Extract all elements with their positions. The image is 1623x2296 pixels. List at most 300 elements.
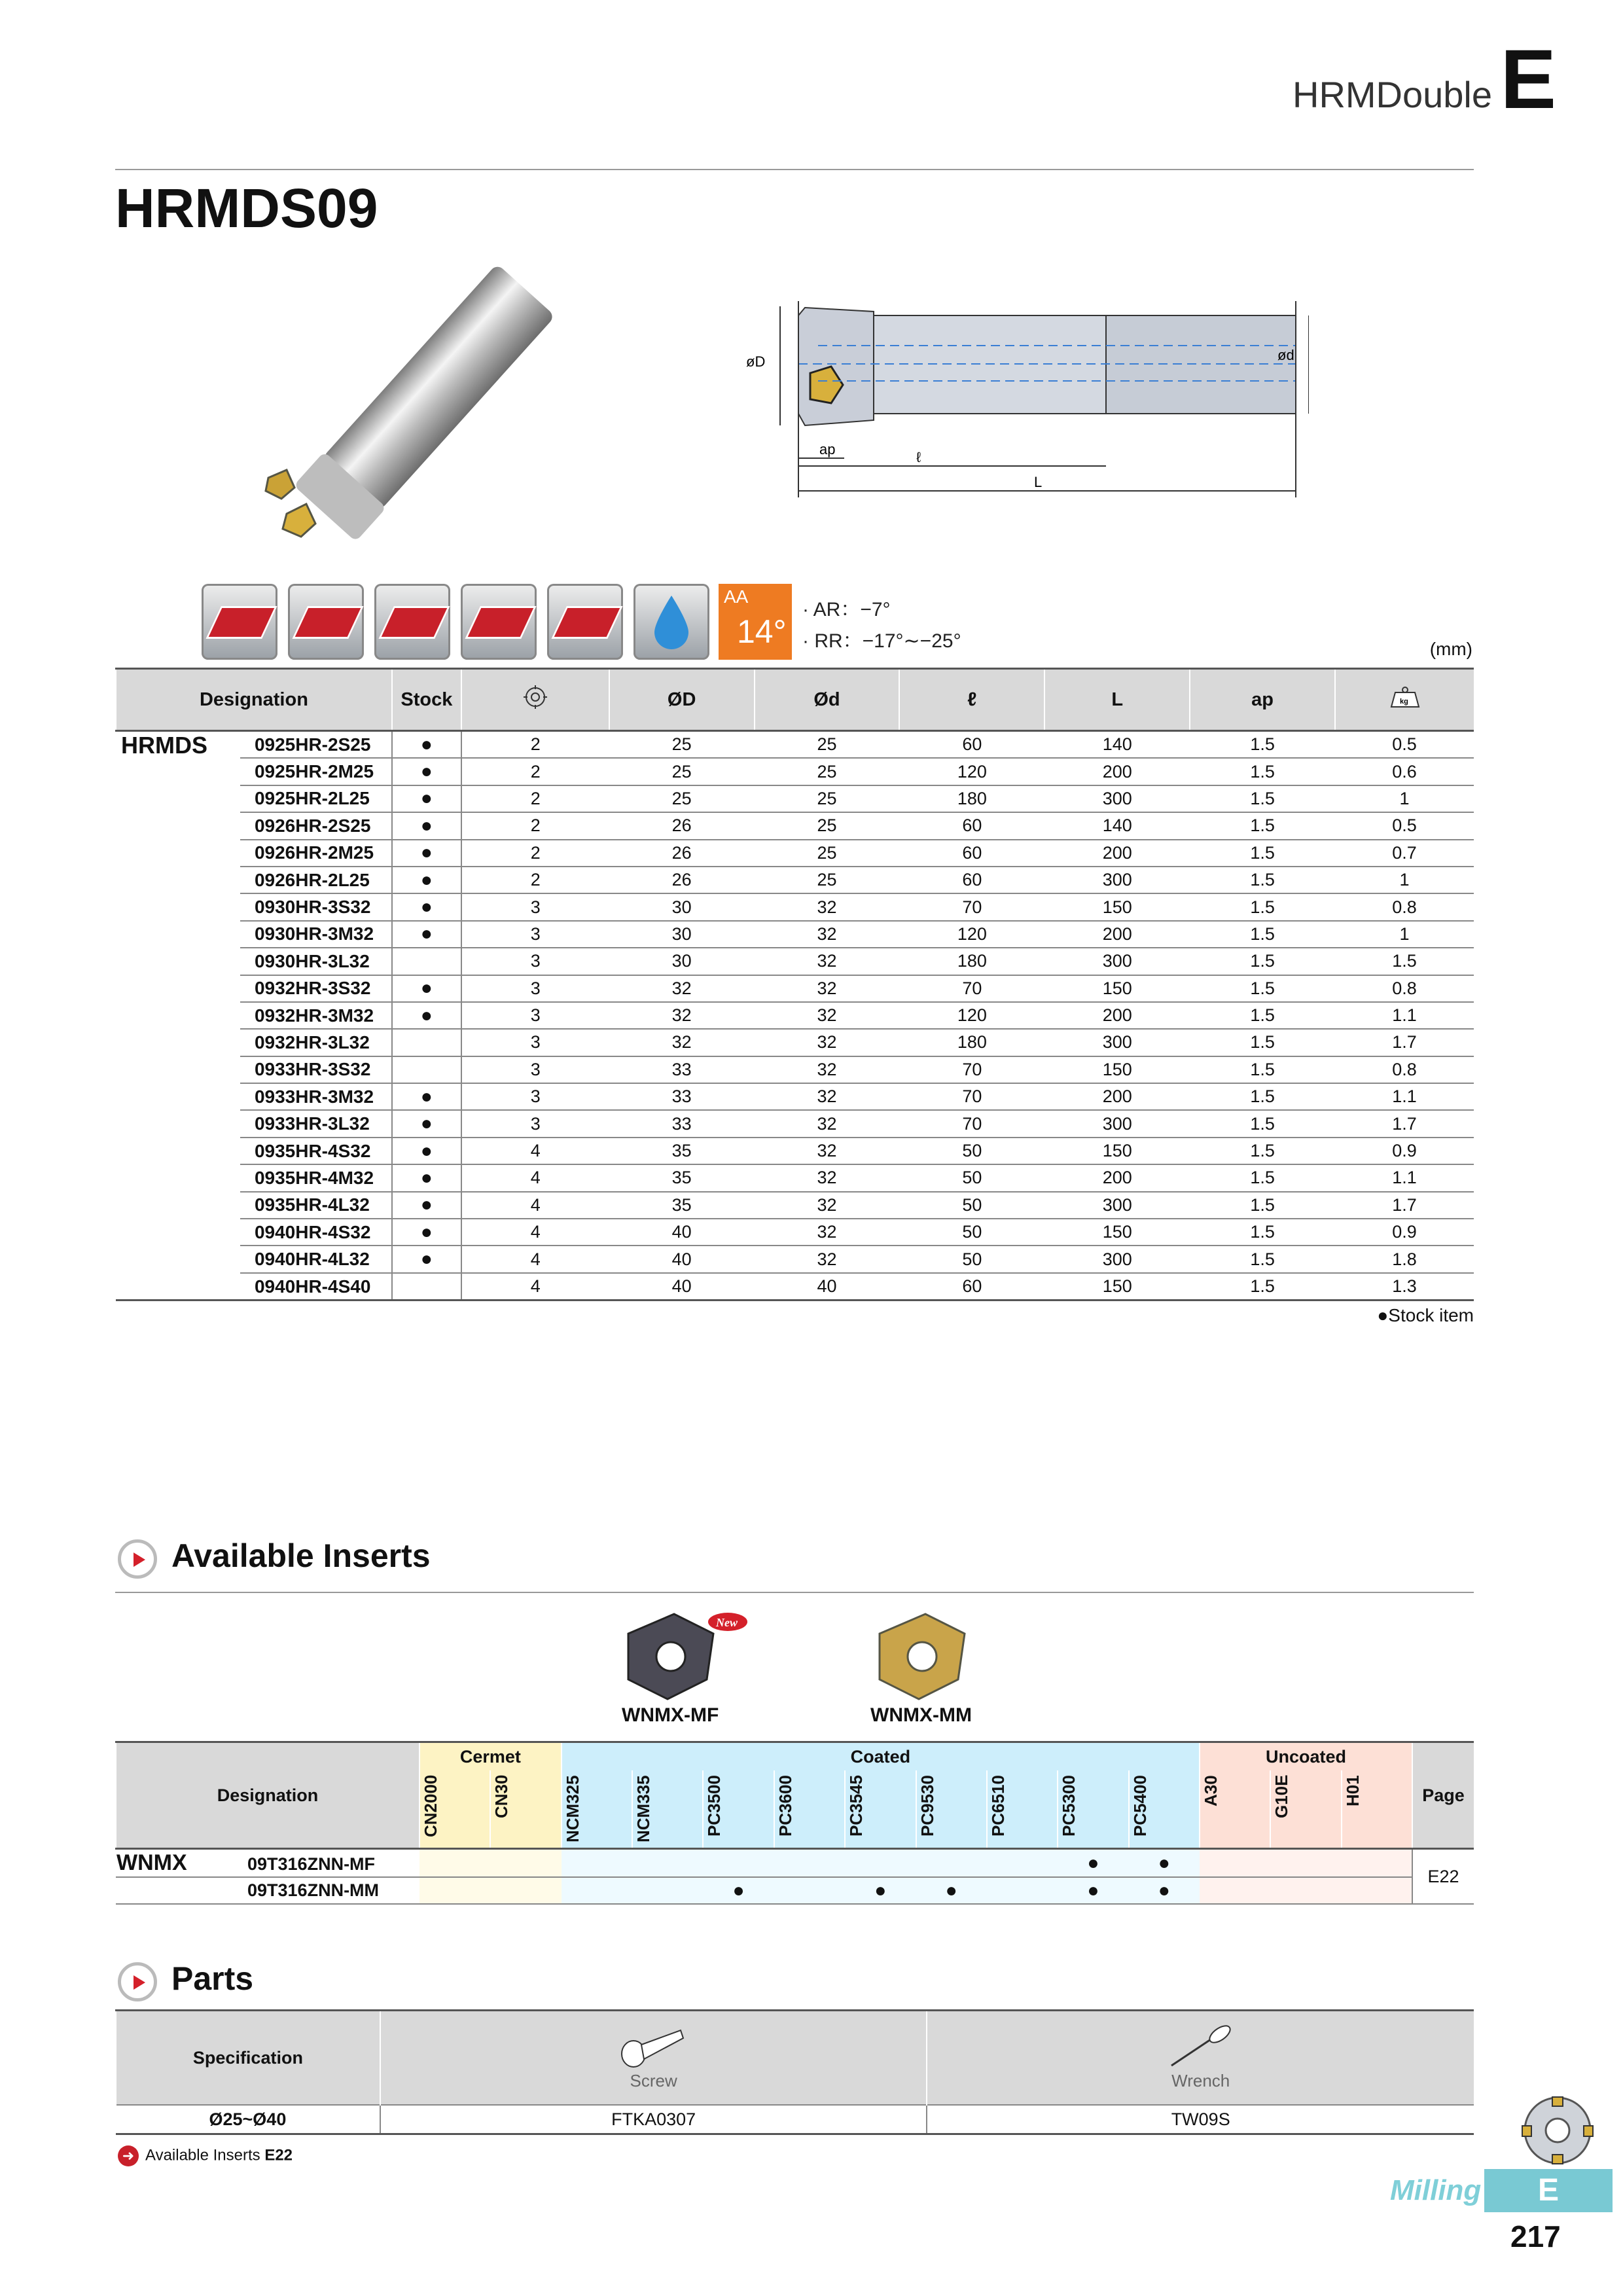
grade-header xyxy=(1270,1770,1341,1849)
grade-availability xyxy=(774,1877,845,1904)
grade-availability xyxy=(419,1849,490,1878)
l-cell: 180 xyxy=(899,948,1044,975)
l-cell: 60 xyxy=(899,840,1044,867)
grade-label: PC9530 xyxy=(917,1775,937,1837)
l-cell: 120 xyxy=(899,921,1044,948)
stock-cell: ● xyxy=(392,1246,461,1272)
ap-cell: 1.5 xyxy=(1190,731,1335,759)
od-cell: 26 xyxy=(609,867,755,893)
od-cell: 33 xyxy=(609,1056,755,1083)
aa-angle: 14° xyxy=(737,613,787,650)
l-cell: 60 xyxy=(899,867,1044,893)
sd-cell: 32 xyxy=(755,975,900,1002)
grade-availability xyxy=(490,1849,561,1878)
grade-label: NCM325 xyxy=(562,1775,582,1842)
stock-cell: ● xyxy=(392,1083,461,1110)
designation-cell: 0930HR-3L32 xyxy=(240,948,392,975)
grade-label: PC3600 xyxy=(775,1775,795,1837)
section-tab: E xyxy=(1484,2169,1613,2212)
spec-value: Ø25~Ø40 xyxy=(116,2105,380,2134)
teeth-cell: 3 xyxy=(461,921,609,948)
sd-cell: 25 xyxy=(755,840,900,867)
weight-cell: 1.1 xyxy=(1335,1002,1474,1029)
insert-gold-icon xyxy=(283,504,315,537)
teeth-cell: 2 xyxy=(461,758,609,785)
weight-cell: 0.5 xyxy=(1335,731,1474,759)
teeth-cell: 2 xyxy=(461,785,609,812)
od-cell: 32 xyxy=(609,975,755,1002)
total-length-cell: 300 xyxy=(1044,1110,1190,1137)
designation-cell: 0933HR-3S32 xyxy=(240,1056,392,1083)
l-cell: 180 xyxy=(899,785,1044,812)
l-cell: 50 xyxy=(899,1219,1044,1246)
designation-cell: 0935HR-4L32 xyxy=(240,1192,392,1219)
grade-availability xyxy=(562,1877,632,1904)
teeth-header xyxy=(461,669,609,731)
insert-designation xyxy=(116,1849,419,1878)
weight-cell: 1.7 xyxy=(1335,1192,1474,1219)
grade-label: CN2000 xyxy=(421,1775,440,1838)
stock-cell xyxy=(392,1056,461,1083)
ap-cell: 1.5 xyxy=(1190,1002,1335,1029)
stock-cell: ● xyxy=(392,867,461,893)
od-cell: 30 xyxy=(609,921,755,948)
table-row xyxy=(116,840,1474,867)
table-row xyxy=(116,1877,1474,1904)
grade-availability: ● xyxy=(1129,1877,1200,1904)
teeth-cell: 2 xyxy=(461,731,609,759)
stock-cell: ● xyxy=(392,1164,461,1191)
teeth-cell: 3 xyxy=(461,1029,609,1056)
link-prefix: Available Inserts xyxy=(145,2146,260,2164)
grade-header xyxy=(1200,1770,1270,1849)
total-length-label: L xyxy=(1034,474,1043,490)
insert-mf-image xyxy=(615,1607,753,1706)
grade-availability: ● xyxy=(1058,1849,1128,1878)
od-cell: 40 xyxy=(609,1273,755,1300)
grade-label: PC5300 xyxy=(1059,1775,1079,1837)
stock-cell: ● xyxy=(392,1219,461,1246)
grade-header xyxy=(1058,1770,1128,1849)
helical-milling-icon xyxy=(461,584,537,660)
ap-header: ap xyxy=(1190,669,1335,731)
grade-availability xyxy=(562,1849,632,1878)
weight-cell: 1.7 xyxy=(1335,1110,1474,1137)
ap-cell: 1.5 xyxy=(1190,1164,1335,1191)
l-cell: 60 xyxy=(899,812,1044,839)
designation-cell: 0940HR-4L32 xyxy=(240,1246,392,1272)
sd-cell: 25 xyxy=(755,812,900,839)
sd-cell: 25 xyxy=(755,785,900,812)
grade-header xyxy=(774,1770,845,1849)
grade-header xyxy=(916,1770,987,1849)
sd-cell: 32 xyxy=(755,1164,900,1191)
wrench-icon xyxy=(1165,2025,1237,2071)
total-length-cell: 300 xyxy=(1044,1192,1190,1219)
grade-header xyxy=(1342,1770,1412,1849)
ap-cell: 1.5 xyxy=(1190,1219,1335,1246)
od-cell: 33 xyxy=(609,1083,755,1110)
designation-cell: 0925HR-2L25 xyxy=(240,785,392,812)
od-cell: 40 xyxy=(609,1219,755,1246)
link-page: E22 xyxy=(264,2146,293,2164)
l-cell: 70 xyxy=(899,1056,1044,1083)
designation-cell: 0932HR-3L32 xyxy=(240,1029,392,1056)
stock-cell: ● xyxy=(392,758,461,785)
od-cell: 26 xyxy=(609,812,755,839)
teeth-cell: 2 xyxy=(461,867,609,893)
table-row xyxy=(116,1164,1474,1191)
grade-label: H01 xyxy=(1342,1775,1363,1806)
face-milling-icon xyxy=(288,584,364,660)
parts-heading: Parts xyxy=(171,1960,254,1997)
designation-cell: 0926HR-2L25 xyxy=(240,867,392,893)
designation-cell: 0932HR-3S32 xyxy=(240,975,392,1002)
stock-cell xyxy=(392,1273,461,1300)
od-cell: 25 xyxy=(609,731,755,759)
weight-cell: 1 xyxy=(1335,867,1474,893)
coated-header: Coated xyxy=(562,1742,1200,1771)
table-row xyxy=(116,1056,1474,1083)
ap-cell: 1.5 xyxy=(1190,975,1335,1002)
stock-cell: ● xyxy=(392,812,461,839)
od-cell: 32 xyxy=(609,1029,755,1056)
grade-availability xyxy=(419,1877,490,1904)
radial-rake: · RR：−17°∼−25° xyxy=(802,630,961,652)
total-length-cell: 300 xyxy=(1044,867,1190,893)
designation-cell: 0933HR-3L32 xyxy=(240,1110,392,1137)
ap-cell: 1.5 xyxy=(1190,812,1335,839)
table-row xyxy=(116,1192,1474,1219)
l-cell: 60 xyxy=(899,1273,1044,1300)
total-length-cell: 200 xyxy=(1044,1002,1190,1029)
od-label: øD xyxy=(746,353,766,370)
arrow-right-icon: ➜ xyxy=(118,2145,139,2166)
category-label: Milling xyxy=(1390,2174,1482,2206)
sd-cell: 32 xyxy=(755,1192,900,1219)
grade-availability: ● xyxy=(1058,1877,1128,1904)
grade-availability xyxy=(916,1849,987,1878)
l-cell: 120 xyxy=(899,1002,1044,1029)
designation-cell: 0940HR-4S40 xyxy=(240,1273,392,1300)
stock-cell xyxy=(392,948,461,975)
sd-cell: 32 xyxy=(755,1138,900,1164)
grade-availability xyxy=(632,1877,703,1904)
sd-cell: 32 xyxy=(755,948,900,975)
teeth-cell: 3 xyxy=(461,975,609,1002)
ap-cell: 1.5 xyxy=(1190,758,1335,785)
wrench-label: Wrench xyxy=(1171,2070,1230,2090)
series-label: HRMDS xyxy=(116,731,240,1300)
top-rule xyxy=(115,169,1474,170)
sd-cell: 40 xyxy=(755,1273,900,1300)
l-cell: 50 xyxy=(899,1192,1044,1219)
teeth-cell: 2 xyxy=(461,812,609,839)
table-row xyxy=(116,1273,1474,1300)
teeth-cell: 3 xyxy=(461,1110,609,1137)
section-arrow-icon xyxy=(118,1539,157,1579)
sd-cell: 32 xyxy=(755,1219,900,1246)
table-row xyxy=(116,975,1474,1002)
grade-availability xyxy=(1342,1877,1412,1904)
grade-label: CN30 xyxy=(491,1775,512,1819)
sd-cell: 25 xyxy=(755,731,900,759)
weight-cell: 0.9 xyxy=(1335,1219,1474,1246)
tool-photo xyxy=(249,262,589,556)
designation-cell: 0926HR-2S25 xyxy=(240,812,392,839)
od-cell: 33 xyxy=(609,1110,755,1137)
grade-label: NCM335 xyxy=(633,1775,654,1842)
insert-code: 09T316ZNN-MF xyxy=(247,1854,376,1874)
insert-mm-image xyxy=(866,1607,978,1706)
weight-cell: 1.5 xyxy=(1335,948,1474,975)
total-length-cell: 200 xyxy=(1044,921,1190,948)
ap-cell: 1.5 xyxy=(1190,1246,1335,1272)
weight-cell: 1.8 xyxy=(1335,1246,1474,1272)
axial-rake: · AR：−7° xyxy=(802,599,891,620)
teeth-count-icon xyxy=(522,684,548,710)
grade-label: A30 xyxy=(1200,1775,1221,1806)
sd-cell: 32 xyxy=(755,1246,900,1272)
grade-header xyxy=(419,1770,490,1849)
grade-label: PC5400 xyxy=(1130,1775,1150,1837)
milling-cutter-icon xyxy=(1518,2094,1597,2166)
svg-text:kg: kg xyxy=(1399,698,1408,706)
table-row xyxy=(116,921,1474,948)
parts-table xyxy=(115,2009,1474,2135)
grade-availability xyxy=(490,1877,561,1904)
stock-cell: ● xyxy=(392,731,461,759)
od-cell: 25 xyxy=(609,785,755,812)
approach-angle-badge xyxy=(719,584,792,660)
grade-label: PC3545 xyxy=(846,1775,866,1837)
l-cell: 60 xyxy=(899,731,1044,759)
grade-label: PC6510 xyxy=(988,1775,1008,1837)
sd-cell: 32 xyxy=(755,1002,900,1029)
od-cell: 30 xyxy=(609,893,755,920)
weight-cell: 1.7 xyxy=(1335,1029,1474,1056)
ap-cell: 1.5 xyxy=(1190,893,1335,920)
insert-gold-icon xyxy=(266,470,294,499)
stock-cell: ● xyxy=(392,975,461,1002)
sd-cell: 32 xyxy=(755,1056,900,1083)
stock-cell: ● xyxy=(392,1192,461,1219)
designation-cell: 0925HR-2S25 xyxy=(240,731,392,759)
teeth-cell: 3 xyxy=(461,948,609,975)
sd-cell: 32 xyxy=(755,1110,900,1137)
weight-cell: 1.3 xyxy=(1335,1273,1474,1300)
grade-availability xyxy=(987,1877,1058,1904)
wrench-header xyxy=(927,2011,1474,2106)
weight-icon xyxy=(1390,686,1420,708)
grade-header xyxy=(703,1770,774,1849)
table-row xyxy=(116,1849,1474,1878)
l-cell: 50 xyxy=(899,1246,1044,1272)
table-row xyxy=(116,1246,1474,1272)
od-cell: 30 xyxy=(609,948,755,975)
dimension-drawing xyxy=(733,268,1309,517)
grade-availability: ● xyxy=(845,1877,916,1904)
od-cell: 35 xyxy=(609,1164,755,1191)
l-cell: 70 xyxy=(899,1110,1044,1137)
total-length-cell: 300 xyxy=(1044,1246,1190,1272)
stock-cell: ● xyxy=(392,840,461,867)
wrench-value: TW09S xyxy=(927,2105,1474,2134)
weight-cell: 0.8 xyxy=(1335,893,1474,920)
available-inserts-link[interactable] xyxy=(118,2145,293,2166)
insert-caption-mf: WNMX-MF xyxy=(622,1704,719,1726)
total-length-cell: 150 xyxy=(1044,1219,1190,1246)
total-length-cell: 200 xyxy=(1044,1083,1190,1110)
weight-cell: 0.6 xyxy=(1335,758,1474,785)
designation-cell: 0926HR-2M25 xyxy=(240,840,392,867)
od-header: ØD xyxy=(609,669,755,731)
brand-title: HRMDouble xyxy=(1293,74,1492,115)
teeth-cell: 4 xyxy=(461,1138,609,1164)
l-cell: 70 xyxy=(899,893,1044,920)
sd-cell: 32 xyxy=(755,921,900,948)
od-cell: 40 xyxy=(609,1246,755,1272)
stock-cell: ● xyxy=(392,1138,461,1164)
table-row xyxy=(116,893,1474,920)
sd-cell: 32 xyxy=(755,893,900,920)
designation-cell: 0932HR-3M32 xyxy=(240,1002,392,1029)
grade-header xyxy=(562,1770,632,1849)
slotting-icon xyxy=(374,584,450,660)
teeth-cell: 3 xyxy=(461,1083,609,1110)
ap-cell: 1.5 xyxy=(1190,1192,1335,1219)
weight-cell: 1.1 xyxy=(1335,1164,1474,1191)
table-row xyxy=(116,1002,1474,1029)
uncoated-header: Uncoated xyxy=(1200,1742,1412,1771)
total-length-cell: 200 xyxy=(1044,758,1190,785)
designation-header: Designation xyxy=(116,669,392,731)
grade-label: G10E xyxy=(1272,1775,1292,1819)
grade-header xyxy=(632,1770,703,1849)
sd-cell: 25 xyxy=(755,758,900,785)
grade-availability xyxy=(703,1849,774,1878)
inserts-table xyxy=(115,1741,1474,1905)
grade-availability xyxy=(1270,1849,1341,1878)
specification-header: Specification xyxy=(116,2011,380,2106)
weight-cell: 0.8 xyxy=(1335,975,1474,1002)
weight-cell: 0.9 xyxy=(1335,1138,1474,1164)
grade-availability xyxy=(987,1849,1058,1878)
stock-cell: ● xyxy=(392,785,461,812)
sd-cell: 25 xyxy=(755,867,900,893)
designation-cell: 0930HR-3S32 xyxy=(240,893,392,920)
total-length-cell: 300 xyxy=(1044,785,1190,812)
insert-caption-mm: WNMX-MM xyxy=(870,1704,972,1726)
designation-cell: 0933HR-3M32 xyxy=(240,1083,392,1110)
total-length-cell: 140 xyxy=(1044,812,1190,839)
teeth-cell: 4 xyxy=(461,1246,609,1272)
l-cell: 180 xyxy=(899,1029,1044,1056)
table-row xyxy=(116,1138,1474,1164)
grade-availability xyxy=(632,1849,703,1878)
grade-header xyxy=(1129,1770,1200,1849)
teeth-cell: 4 xyxy=(461,1192,609,1219)
weight-cell: 0.7 xyxy=(1335,840,1474,867)
weight-cell: 1 xyxy=(1335,785,1474,812)
ap-cell: 1.5 xyxy=(1190,1110,1335,1137)
od-cell: 32 xyxy=(609,1002,755,1029)
page-number: 217 xyxy=(1510,2219,1561,2253)
insert-designation xyxy=(116,1877,419,1904)
od-cell: 26 xyxy=(609,840,755,867)
designation-cell: 0940HR-4S32 xyxy=(240,1219,392,1246)
insert-page-ref[interactable]: E22 xyxy=(1412,1849,1474,1905)
table-row xyxy=(116,948,1474,975)
table-row xyxy=(116,1029,1474,1056)
weight-cell: 1 xyxy=(1335,921,1474,948)
screw-value: FTKA0307 xyxy=(380,2105,927,2134)
table-row xyxy=(116,1219,1474,1246)
sd-cell: 32 xyxy=(755,1083,900,1110)
table-row xyxy=(116,812,1474,839)
total-length-cell: 150 xyxy=(1044,1138,1190,1164)
inserts-rule xyxy=(115,1592,1474,1593)
grade-header xyxy=(987,1770,1058,1849)
weight-cell: 0.5 xyxy=(1335,812,1474,839)
unit-label: (mm) xyxy=(1429,639,1472,659)
ap-label: ap xyxy=(819,441,836,457)
grade-availability: ● xyxy=(703,1877,774,1904)
l-label: ℓ xyxy=(916,449,921,465)
ap-cell: 1.5 xyxy=(1190,840,1335,867)
cermet-header: Cermet xyxy=(419,1742,562,1771)
grade-header xyxy=(845,1770,916,1849)
table-row xyxy=(116,1110,1474,1137)
ap-cell: 1.5 xyxy=(1190,867,1335,893)
l-cell: 50 xyxy=(899,1138,1044,1164)
grade-availability: ● xyxy=(1129,1849,1200,1878)
grade-header xyxy=(490,1770,561,1849)
teeth-cell: 3 xyxy=(461,1002,609,1029)
ap-cell: 1.5 xyxy=(1190,785,1335,812)
ins-page-header: Page xyxy=(1412,1742,1474,1849)
teeth-cell: 4 xyxy=(461,1164,609,1191)
table-row xyxy=(116,785,1474,812)
designation-cell: 0935HR-4S32 xyxy=(240,1138,392,1164)
stock-cell: ● xyxy=(392,893,461,920)
stock-cell: ● xyxy=(392,921,461,948)
grade-availability: ● xyxy=(916,1877,987,1904)
ins-designation-header: Designation xyxy=(116,1742,419,1849)
designation-cell: 0925HR-2M25 xyxy=(240,758,392,785)
l-cell: 70 xyxy=(899,975,1044,1002)
teeth-cell: 2 xyxy=(461,840,609,867)
grade-label: PC3500 xyxy=(704,1775,724,1837)
grade-availability xyxy=(1200,1877,1270,1904)
weight-header xyxy=(1335,669,1474,731)
weight-cell: 1.1 xyxy=(1335,1083,1474,1110)
stock-cell: ● xyxy=(392,1002,461,1029)
cutter-spec-table xyxy=(115,668,1474,1301)
total-length-cell: 200 xyxy=(1044,1164,1190,1191)
coolant-icon xyxy=(633,584,709,660)
total-length-cell: 200 xyxy=(1044,840,1190,867)
ap-cell: 1.5 xyxy=(1190,1138,1335,1164)
ap-cell: 1.5 xyxy=(1190,1029,1335,1056)
screw-icon xyxy=(618,2025,690,2071)
od-cell: 35 xyxy=(609,1192,755,1219)
l-cell: 120 xyxy=(899,758,1044,785)
inserts-heading: Available Inserts xyxy=(171,1537,431,1574)
total-length-header: L xyxy=(1044,669,1190,731)
ap-cell: 1.5 xyxy=(1190,1273,1335,1300)
ap-cell: 1.5 xyxy=(1190,921,1335,948)
